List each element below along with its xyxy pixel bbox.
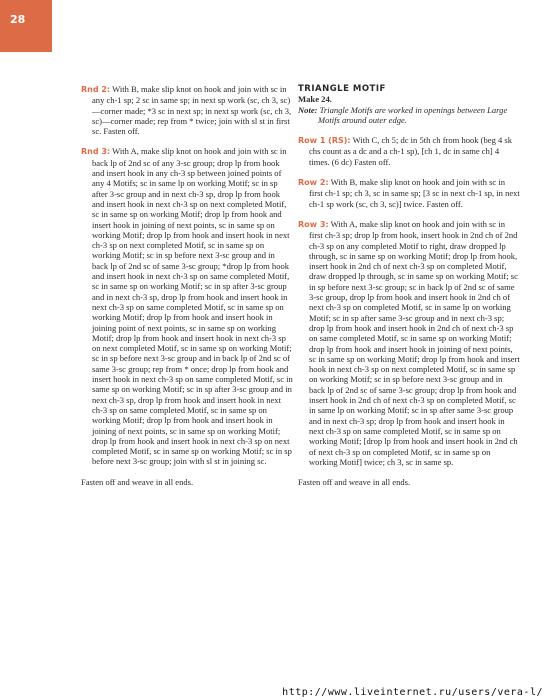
left-column xyxy=(81,84,293,487)
row-2-label: Row 2: xyxy=(298,178,329,188)
round-3-text: With A, make slip knot on hook and join with sc in back lp of 2nd sc of any 3-sc group; drop lp from hook and insert hook in any ch-3 sp between joined points of any 4 Motifs; sc in same lp on working Motif; sc in sp after 3-sc group and in next ch-3 sp, drop lp from hook and insert hook in next ch-3 sp on next completed Motif, sc in same sp on working Motif; drop lp from hook and insert hook in joining of next points, sc in same sp on working Motif; drop lp from hook and insert hook in next ch-3 sp on next completed Motif, sc in same sp on working Motif; sc in sp before next 3-sc group and in back lp of 2nd sc of same 3-sc group; *drop lp from hook and insert hook in next ch-3 sp on same completed Motif, sc in same sp on working Motif; sc in sp after 3-sc group and in next ch-3 sp, drop lp from hook and insert hook in next ch-3 sp on same completed Motif, sc in same sp on working Motif; drop lp from hook and insert hook in joining point of next points, sc in same sp on working Motif; drop lp from hook and insert hook in next ch-3 sp on next completed Motif, sc in same sp on working Motif; sc in sp before next 3-sc group and in back lp of 2nd sc of same 3-sc group; rep from * once; drop lp from hook and insert hook in next ch-3 sp on same completed Motif, sc in same sp on working Motif; sc in sp after 3-sc group and in next ch-3 sp, drop lp from hook and insert hook in next ch-3 sp on same completed Motif, sc in same sp on working Motif; drop lp from hook and insert hook in joining of next points, sc in same sp on working Motif; drop lp from hook and insert hook in next ch-3 sp on next completed Motif, sc in same sp on working Motif; sc in sp before next 3-sc group; join with sl st in joining sc. xyxy=(92,146,293,467)
row-1-instructions xyxy=(298,135,520,167)
right-column xyxy=(298,84,520,487)
page-number-tab xyxy=(0,0,52,52)
right-fasten-off: Fasten off and weave in all ends. xyxy=(298,477,411,488)
row-3-label: Row 3: xyxy=(298,219,329,229)
round-2-instructions xyxy=(81,84,293,136)
row-2-instructions xyxy=(298,177,520,209)
note-label: Note: xyxy=(298,104,318,115)
row-3-text: With A, make slip knot on hook and join with sc in first ch-3 sp; drop lp from hook, insert hook in 2nd ch of 2nd ch-3 sp on any completed Motif to right, draw dropped lp through, sc in same sp on working Motif; drop lp from hook, insert hook in 2nd ch of next ch-3 sp on completed Motif, draw dropped lp through, sc in same sp on working Motif; sc in sp before next 3-sc group; sc in back lp of 2nd sc of same 3-sc group, drop lp from hook and insert hook in 2nd ch of next ch-3 sp on completed Motif, sc in same lp on working Motif; sc in sp after same 3-sc group and in next ch-3 sp; drop lp from hook and insert hook in 2nd ch of next ch-3 sp on same completed Motif, sc in same sp on working Motif; drop lp from hook and insert hook in joining of next points, sc in same sp on working Motif; drop lp from hook and insert hook in next ch-3 sp on next completed Motif, sc in same sp on working Motif; sc in sp before next 3-sc group and in back lp of 2nd sc of same 3-sc group; drop lp from hook and insert hook in 2nd ch of next ch-3 sp on completed Motif, sc in same lp on working Motif; sc in sp after same 3-sc group and in next ch-3 sp; drop lp from hook and insert hook in next ch-3 sp on same completed Motif, sc in same sp on working Motif; [drop lp from hook and insert hook in 2nd ch of next ch-3 sp on completed Motif, sc in same sp on working Motif] twice; ch 3, sc in same sp. xyxy=(309,218,520,467)
round-3-label: Rnd 3: xyxy=(81,147,111,157)
note xyxy=(298,105,520,126)
section-heading: TRIANGLE MOTIF xyxy=(298,84,386,94)
round-2-text: With B, make slip knot on hook and join with sc in any ch-1 sp; 2 sc in same sp; in next sp work (sc, ch 3, sc)—corner made; *3 sc in next sp; in next sp work (sc, ch 3, sc)—corner made; rep from * twice; join with sl st in first sc. Fasten off. xyxy=(92,84,292,137)
round-2-label: Rnd 2: xyxy=(81,85,111,94)
row-1-label: Row 1 (RS): xyxy=(298,136,351,146)
make-count: Make 24. xyxy=(298,94,332,105)
page-number: 28 xyxy=(10,13,26,26)
source-url: http://www.liveinternet.ru/users/vera-l/ xyxy=(282,687,543,698)
round-3-instructions xyxy=(81,146,293,466)
row-1-text: With C, ch 5; dc in 5th ch from hook (beg 4 sk chs count as a dc and a ch-1 sp), [ch 1, dc in same ch] 4 times. (6 dc) Fasten off. xyxy=(309,135,513,167)
left-fasten-off: Fasten off and weave in all ends. xyxy=(81,476,194,487)
row-3-instructions xyxy=(298,219,520,467)
row-2-text: With B, make slip knot on hook and join with sc in first ch-1 sp; ch 3, sc in same sp; [3 sc in next ch-1 sp, in next ch-1 sp work (sc, ch 3, sc)] twice. Fasten off. xyxy=(309,177,520,209)
note-text: Triangle Motifs are worked in openings between Large Motifs around outer edge. xyxy=(318,104,508,125)
